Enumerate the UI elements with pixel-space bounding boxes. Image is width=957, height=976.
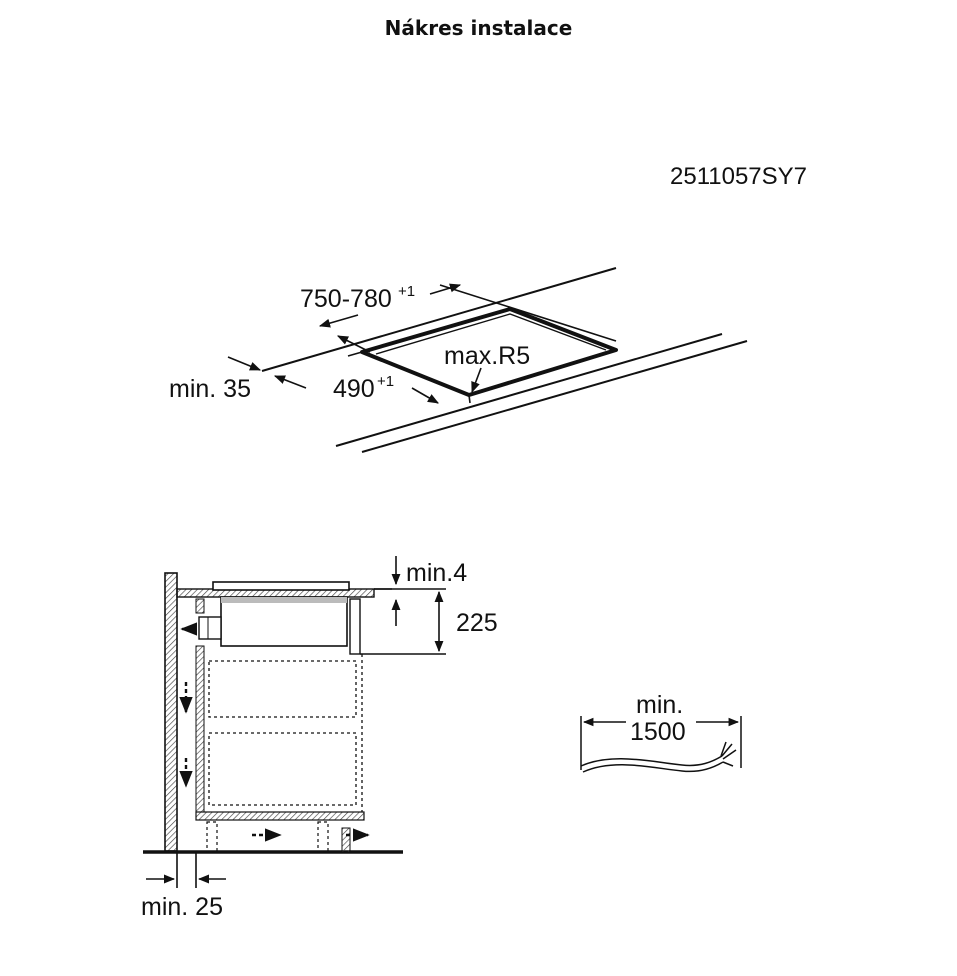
radius-label: max.R5 [444,342,531,370]
cabinet-drawers [209,654,362,812]
depth-tolerance: +1 [377,373,395,390]
back-panel [196,646,204,812]
depth-label: 490 [333,375,375,403]
hob-top-band [221,597,347,603]
edge-distance-label: min. 35 [169,375,251,403]
hob-glass [213,582,349,590]
back-panel-top [196,599,204,613]
width-tolerance: +1 [398,283,416,300]
plinth-legs [207,822,328,852]
drawing-code: 2511057SY7 [670,163,808,190]
exhaust-connector [199,617,221,639]
wall-distance-label: min. 25 [141,893,223,921]
height-label: 225 [456,609,498,637]
width-label: 750-780 [300,285,392,313]
hob-body [221,597,347,646]
plinth-front [342,828,350,852]
height-dimension [360,589,446,654]
cable-label-line1: min. [636,691,684,719]
page-title: Nákres instalace [384,16,573,40]
cabinet-bottom [196,812,364,820]
cable-label-line2: 1500 [630,718,686,746]
wall-section [165,573,177,851]
gap-dimension [374,556,396,626]
front-panel [350,599,360,654]
wall-distance-dimension [146,852,226,888]
gap-label: min.4 [406,559,468,587]
